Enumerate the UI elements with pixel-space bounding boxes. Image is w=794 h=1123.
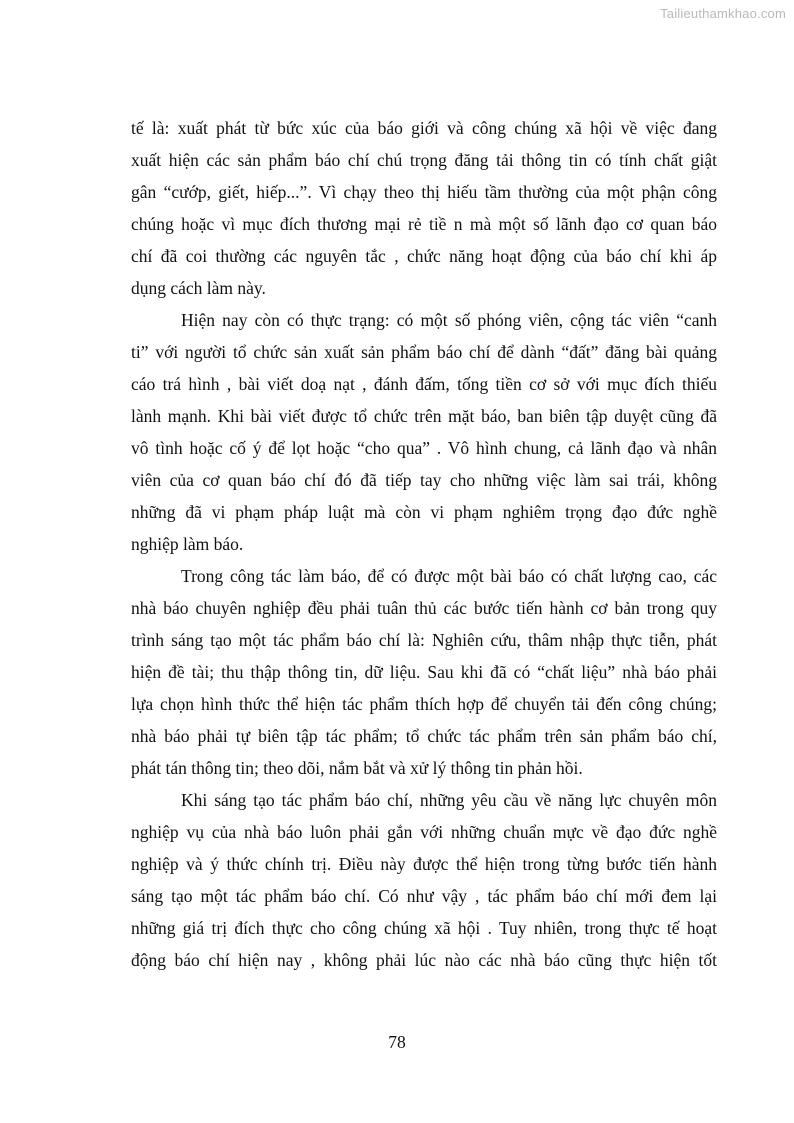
text-line: nghiệp vụ của nhà báo luôn phải gắn với những chuẩn mực về đạo đức nghề [131,822,717,842]
text-line: Trong công tác làm báo, để có được một bài báo có chất lượng cao, các [181,566,717,586]
paragraph-1 [131,112,717,304]
text-line: dụng cách làm này. [131,278,266,298]
text-line: những đã vi phạm pháp luật mà còn vi phạm nghiêm trọng đạo đức nghề [131,502,717,522]
text-line: lựa chọn hình thức thể hiện tác phẩm thích hợp để chuyển tải đến công chúng; [131,694,717,714]
text-line: trình sáng tạo một tác phẩm báo chí là: Nghiên cứu, thâm nhập thực tiễn, phát [131,630,717,650]
paragraph-3 [131,560,717,784]
paragraph-2 [131,304,717,560]
text-line: những giá trị đích thực cho công chúng xã hội . Tuy nhiên, trong thực tế hoạt [131,918,717,938]
text-line: tế là: xuất phát từ bức xúc của báo giới và công chúng xã hội về việc đang [131,118,717,138]
text-line: sáng tạo một tác phẩm báo chí. Có như vậy , tác phẩm báo chí mới đem lại [131,886,717,906]
text-line: hiện đề tài; thu thập thông tin, dữ liệu. Sau khi đã có “chất liệu” nhà báo phải [131,662,717,682]
text-line: nghiệp làm báo. [131,534,244,554]
document-body [131,112,717,976]
paragraph-4 [131,784,717,976]
text-line: nhà báo chuyên nghiệp đều phải tuân thủ các bước tiến hành cơ bản trong quy [131,598,717,618]
text-line: phát tán thông tin; theo dõi, nắm bắt và xử lý thông tin phản hồi. [131,758,583,778]
text-line: xuất hiện các sản phẩm báo chí chú trọng đăng tải thông tin có tính chất giật [131,150,717,170]
text-line: chí đã coi thường các nguyên tắc , chức năng hoạt động của báo chí khi áp [131,246,717,266]
text-line: viên của cơ quan báo chí đó đã tiếp tay cho những việc làm sai trái, không [131,470,717,490]
text-line: động báo chí hiện nay , không phải lúc nào các nhà báo cũng thực hiện tốt [131,950,717,970]
text-line: lành mạnh. Khi bài viết được tổ chức trên mặt báo, ban biên tập duyệt cũng đã [131,406,717,426]
text-line: nhà báo phải tự biên tập tác phẩm; tổ chức tác phẩm trên sản phẩm báo chí, [131,726,717,746]
text-line: chúng hoặc vì mục đích thương mại rẻ tiề n mà một số lãnh đạo cơ quan báo [131,214,717,234]
text-line: ti” với người tổ chức sản xuất sản phẩm báo chí để dành “đất” đăng bài quảng [131,342,717,362]
text-line: vô tình hoặc cố ý để lọt hoặc “cho qua” . Vô hình chung, cả lãnh đạo và nhân [131,438,717,458]
page-number: 78 [388,1032,406,1052]
text-line: gân “cướp, giết, hiếp...”. Vì chạy theo thị hiếu tầm thường của một phận công [131,182,717,202]
text-line: Hiện nay còn có thực trạng: có một số phóng viên, cộng tác viên “canh [181,310,717,330]
text-line: Khi sáng tạo tác phẩm báo chí, những yêu cầu về năng lực chuyên môn [181,790,717,810]
watermark-text: Tailieuthamkhao.com [660,6,786,21]
text-line: cáo trá hình , bài viết doạ nạt , đánh đấm, tống tiền cơ sở với mục đích thiếu [131,374,717,394]
text-line: nghiệp và ý thức chính trị. Điều này được thể hiện trong từng bước tiến hành [131,854,717,874]
